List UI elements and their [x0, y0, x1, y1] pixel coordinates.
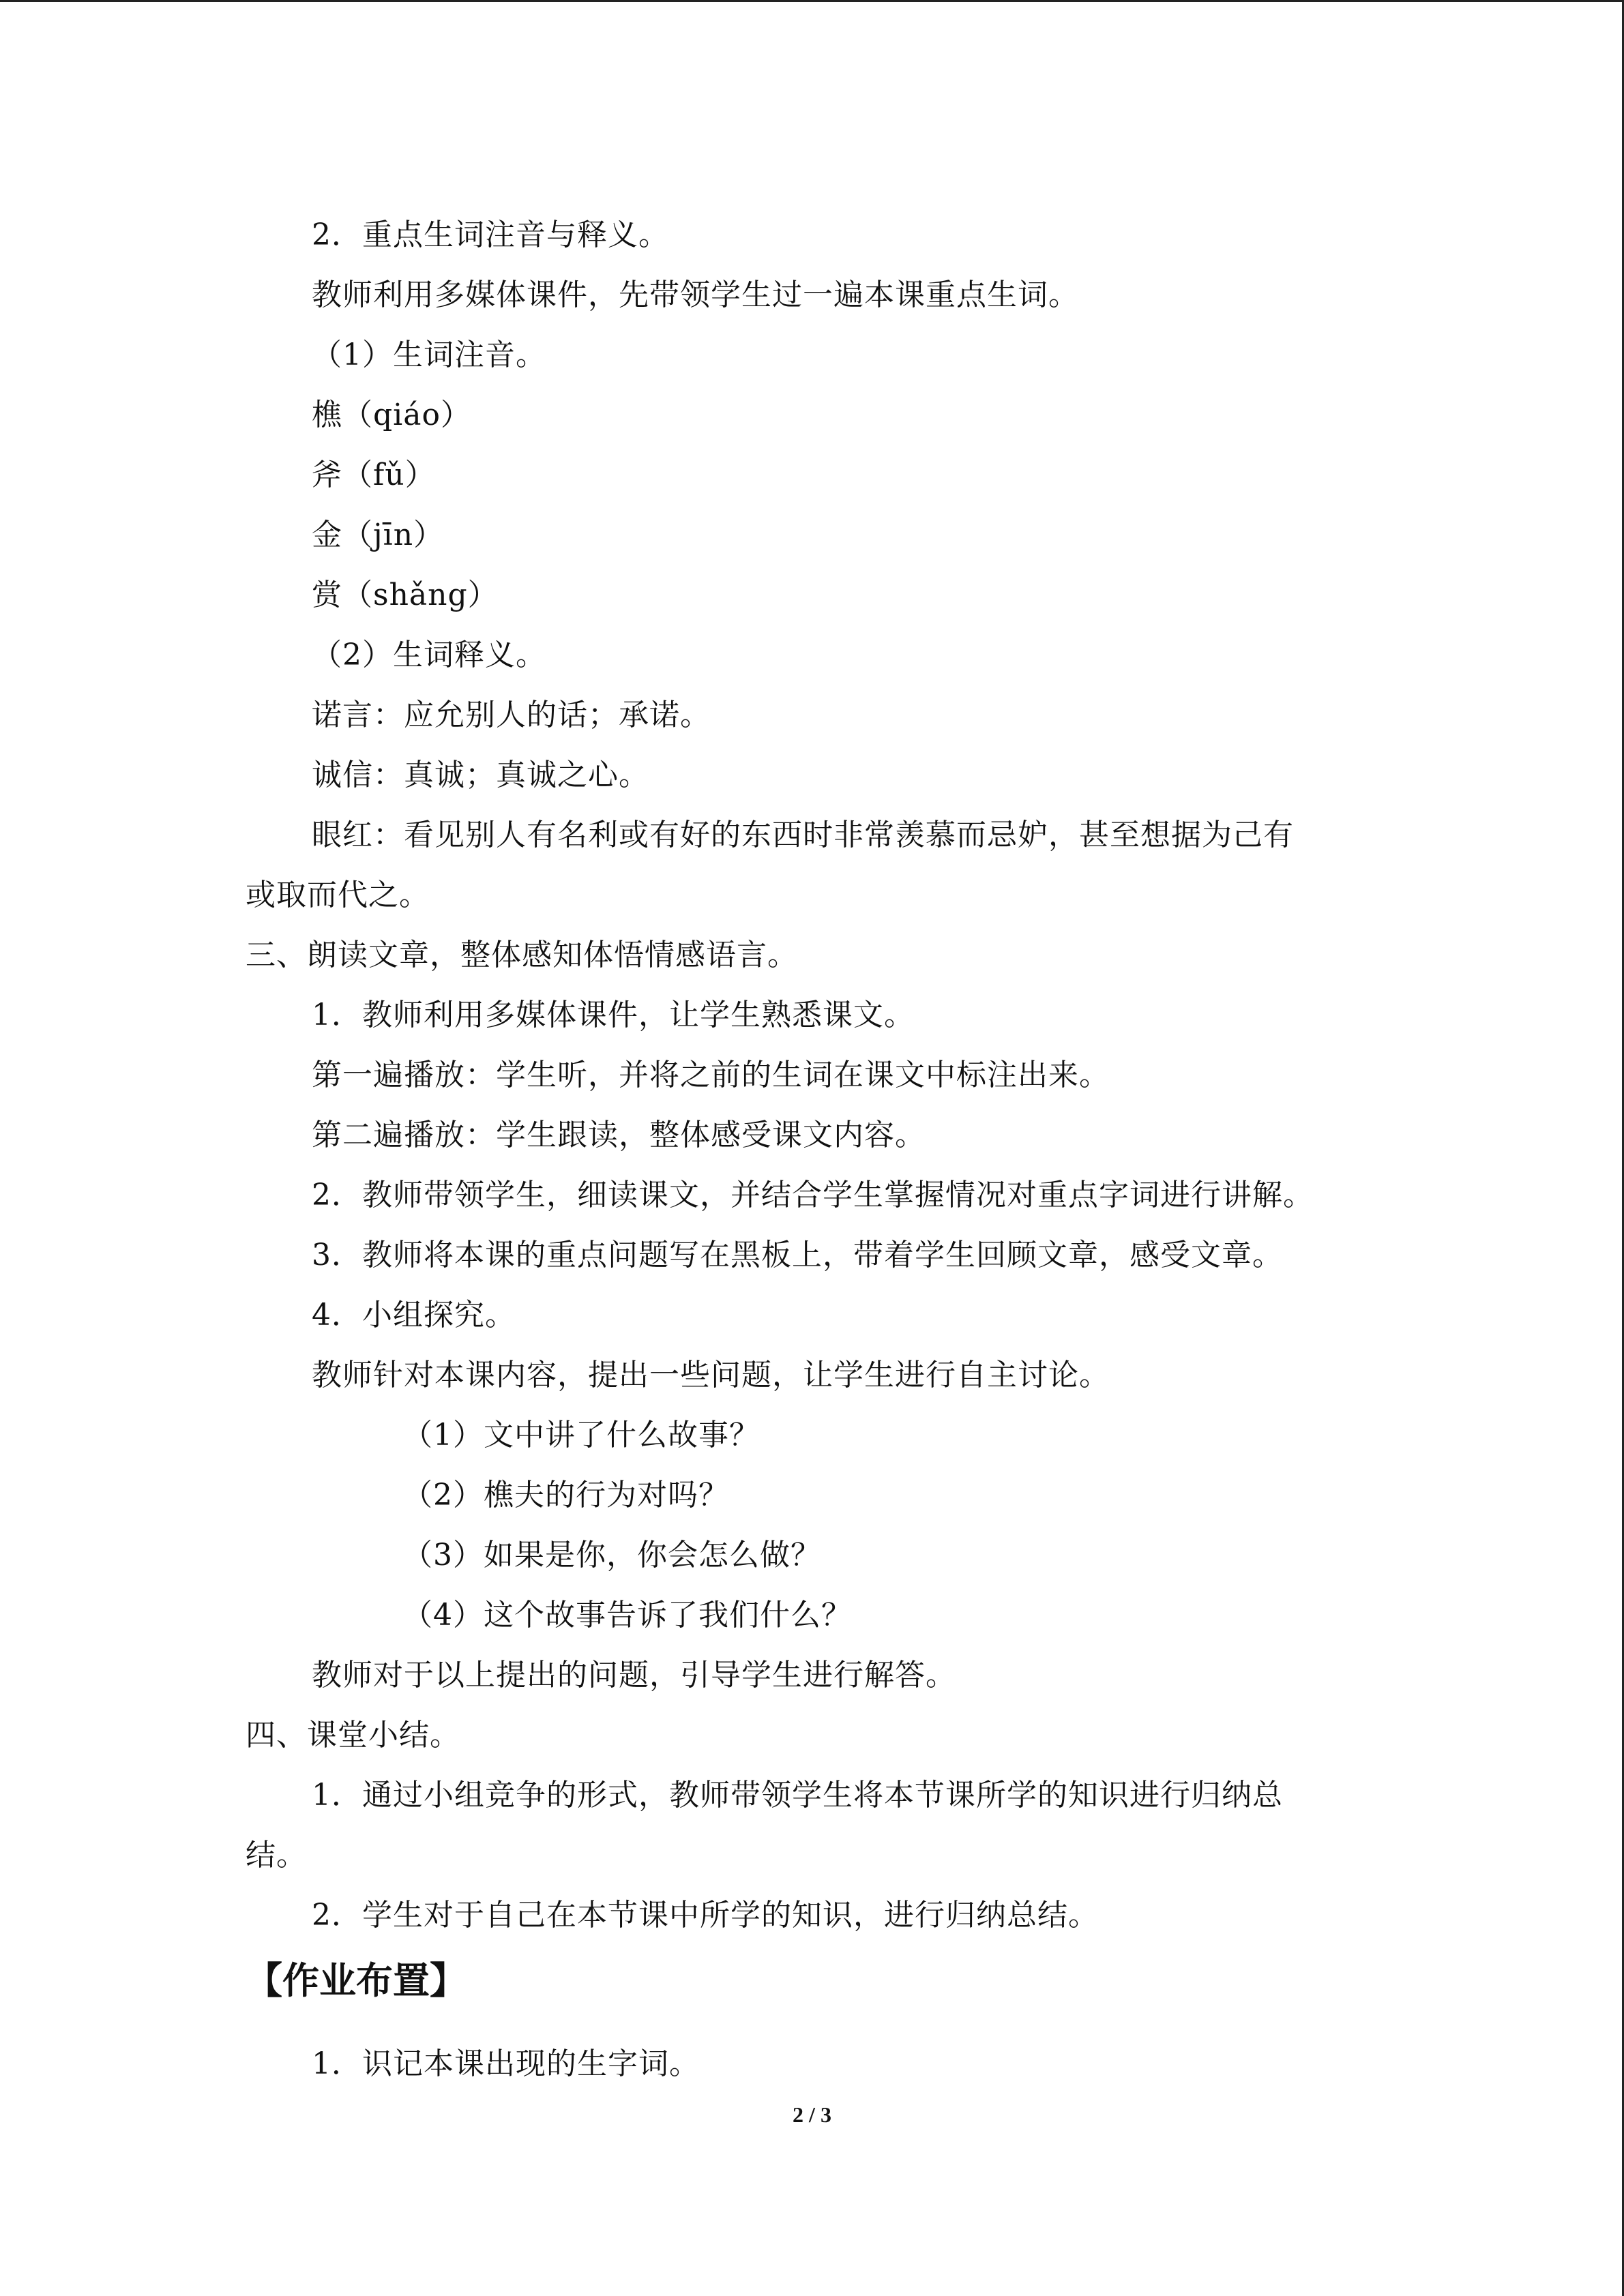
text-line: 第二遍播放：学生跟读，整体感受课文内容。	[312, 1118, 926, 1152]
section-heading: 三、朗读文章，整体感知体悟情感语言。	[246, 938, 798, 972]
text-line: 1．识记本课出现的生字词。	[312, 2046, 700, 2081]
question-item: （4）这个故事告诉了我们什么？	[402, 1598, 852, 1632]
homework-heading: 【作业布置】	[246, 1959, 467, 2002]
page-number: 2 / 3	[793, 2102, 831, 2127]
text-line: （2）生词释义。	[312, 638, 546, 672]
text-line: 2．教师带领学生，细读课文，并结合学生掌握情况对重点字词进行讲解。	[312, 1178, 1314, 1212]
text-line: 樵（qiáo）	[312, 398, 471, 432]
text-line: 金（jīn）	[312, 518, 445, 552]
text-line: 结。	[246, 1838, 307, 1873]
text-line: 第一遍播放：学生听，并将之前的生词在课文中标注出来。	[312, 1058, 1110, 1092]
text-line: 2．学生对于自己在本节课中所学的知识，进行归纳总结。	[312, 1898, 1099, 1933]
text-line: 诺言：应允别人的话；承诺。	[312, 698, 711, 732]
question-item: （3）如果是你，你会怎么做？	[402, 1538, 821, 1572]
text-line: 诚信：真诚；真诚之心。	[312, 758, 649, 792]
text-line: 1．通过小组竞争的形式，教师带领学生将本节课所学的知识进行归纳总	[312, 1778, 1283, 1813]
text-line: 赏（shǎng）	[312, 578, 499, 612]
text-line: 眼红：看见别人有名利或有好的东西时非常羡慕而忌妒，甚至想据为己有	[312, 818, 1294, 852]
text-line: 教师针对本课内容，提出一些问题，让学生进行自主讨论。	[312, 1358, 1110, 1392]
text-line: 1．教师利用多媒体课件，让学生熟悉课文。	[312, 998, 915, 1032]
question-item: （2）樵夫的行为对吗？	[402, 1478, 729, 1512]
text-line: 4．小组探究。	[312, 1298, 516, 1332]
text-line: 3．教师将本课的重点问题写在黑板上，带着学生回顾文章，感受文章。	[312, 1238, 1283, 1272]
text-line: （1）生词注音。	[312, 338, 546, 372]
text-line: 教师利用多媒体课件，先带领学生过一遍本课重点生词。	[312, 278, 1079, 312]
text-line: 或取而代之。	[246, 878, 430, 912]
text-line: 2．重点生词注音与释义。	[312, 218, 669, 252]
question-item: （1）文中讲了什么故事？	[402, 1418, 760, 1452]
text-line: 斧（fǔ）	[312, 458, 436, 492]
text-line: 教师对于以上提出的问题，引导学生进行解答。	[312, 1658, 956, 1693]
section-heading: 四、课堂小结。	[246, 1718, 460, 1753]
